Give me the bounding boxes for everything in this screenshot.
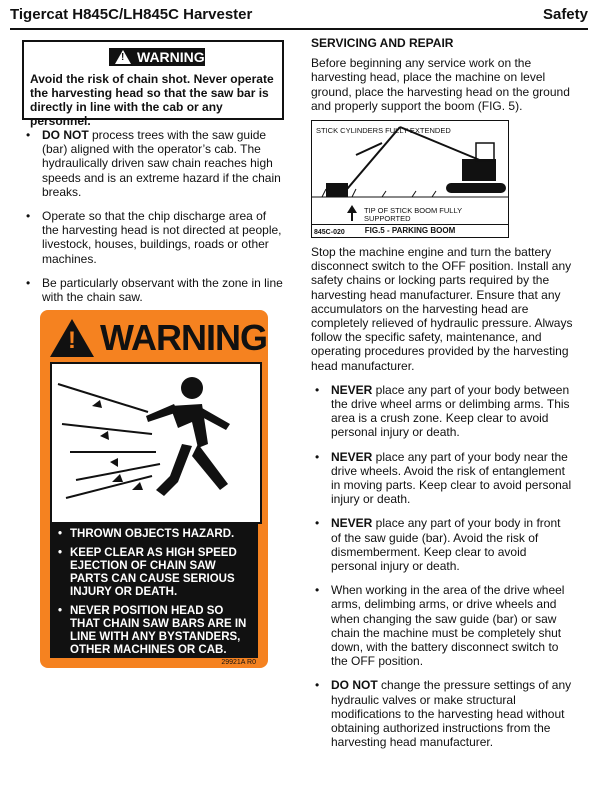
page-header (10, 6, 588, 30)
thrown-objects-pictogram (50, 362, 262, 524)
right-intro (311, 36, 573, 113)
list-item (311, 516, 573, 573)
warning-text: Avoid the risk of chain shot. Never operate the harvesting head so that the saw bar is directly in line with the cab or any personnel. (30, 72, 274, 128)
list-item (22, 128, 284, 199)
body-paragraph: Stop the machine engine and turn the battery disconnect switch to the OFF position. Install any safety chains or locking parts required by the harvesting head manufacturer. Ensure that any accumulators on the harvesting head are completely relieved of hydraulic pressure. Always follow the specific safety, maintenance, and operating procedures provided by the harvesting head manufacturer. (311, 245, 573, 373)
warning-sign (40, 310, 268, 668)
section-heading: SERVICING AND REPAIR (311, 36, 454, 50)
list-item (22, 209, 284, 266)
bullet-text: place any part of your body near the drive wheels. Avoid the risk of entanglement in moving parts. Keep clear to avoid personal injury or death. (331, 449, 572, 507)
intro-paragraph: Before beginning any service work on the harvesting head, place the machine on level ground, place the harvesting head on the ground and properly support the boom (FIG. 5). (311, 56, 570, 113)
figure-label-top: STICK CYLINDERS FULLY EXTENDED (316, 126, 451, 135)
bullet-bold: NEVER (331, 449, 373, 464)
sign-header (50, 316, 267, 360)
warning-triangle-icon: ! (115, 50, 131, 64)
bullet-bold: DO NOT (331, 678, 378, 693)
sign-text (50, 522, 258, 658)
warning-label-text: WARNING (137, 49, 205, 65)
person-hit-by-debris-icon (52, 364, 256, 518)
warning-label (109, 48, 205, 66)
sign-item: • KEEP CLEAR AS HIGH SPEED EJECTION OF CHAIN SAW PARTS CAN CAUSE SERIOUS INJURY OR DEATH. (58, 547, 250, 599)
bullet-bold: NEVER (331, 382, 373, 397)
bullet-text: place any part of your body in front of the saw guide (bar). Avoid the risk of dismemberment. Keep clear to avoid personal injury or death. (331, 516, 561, 574)
sign-item: • NEVER POSITION HEAD SO THAT CHAIN SAW BARS ARE IN LINE WITH ANY BYSTANDERS, OTHER MACHINES OR CAB. (58, 605, 250, 657)
list-item (311, 383, 573, 440)
bullet-text: Be particularly observant with the zone in line with the chain saw. (42, 275, 283, 305)
warning-triangle-icon: ! (50, 319, 94, 357)
left-bullets (22, 128, 284, 314)
list-item (22, 276, 284, 304)
right-body (311, 245, 573, 760)
bullet-text: place any part of your body between the drive wheel arms or delimbing arms. This area is a crush zone. Keep clear to avoid personal injury or death. (331, 382, 570, 440)
bullet-text: Operate so that the chip discharge area of the harvesting head is not directed at people, livestock, houses, buildings, roads or other machines. (42, 209, 282, 266)
sign-code: 29921A R0 (221, 659, 256, 666)
list-item (311, 583, 573, 668)
figure-parking-boom (311, 120, 509, 238)
bullet-text: process trees with the saw guide (bar) aligned with the operator’s cab. The hydraulically driven saw chain reaches high speeds and is an extreme hazard if the chain breaks. (42, 128, 281, 199)
figure-code: 845C-020 (314, 229, 345, 236)
section-title: Safety (542, 6, 588, 23)
bullet-text: When working in the area of the drive wheel arms, delimbing arms, or drive wheels and when changing the saw guide (bar) or saw chain the machine must be completely shut down, with the battery disconnect switch to the OFF position. (331, 583, 565, 669)
figure-caption: FIG.5 - PARKING BOOM (312, 224, 508, 237)
warning-box (22, 40, 284, 128)
figure-label-bottom: TIP OF STICK BOOM FULLY SUPPORTED (364, 206, 462, 223)
list-item (311, 450, 573, 507)
document-title: Tigercat H845C/LH845C Harvester (10, 6, 253, 23)
bullet-bold: DO NOT (42, 128, 89, 142)
sign-word: WARNING (100, 317, 267, 358)
list-item (311, 678, 573, 749)
bullet-bold: NEVER (331, 516, 373, 531)
bullet-text: change the pressure settings of any hydraulic valves or make structural modifications to the harvesting head without obtaining authorized instructions from the harvesting head manufacturer. (331, 678, 572, 750)
sign-item: • THROWN OBJECTS HAZARD. (58, 528, 250, 541)
